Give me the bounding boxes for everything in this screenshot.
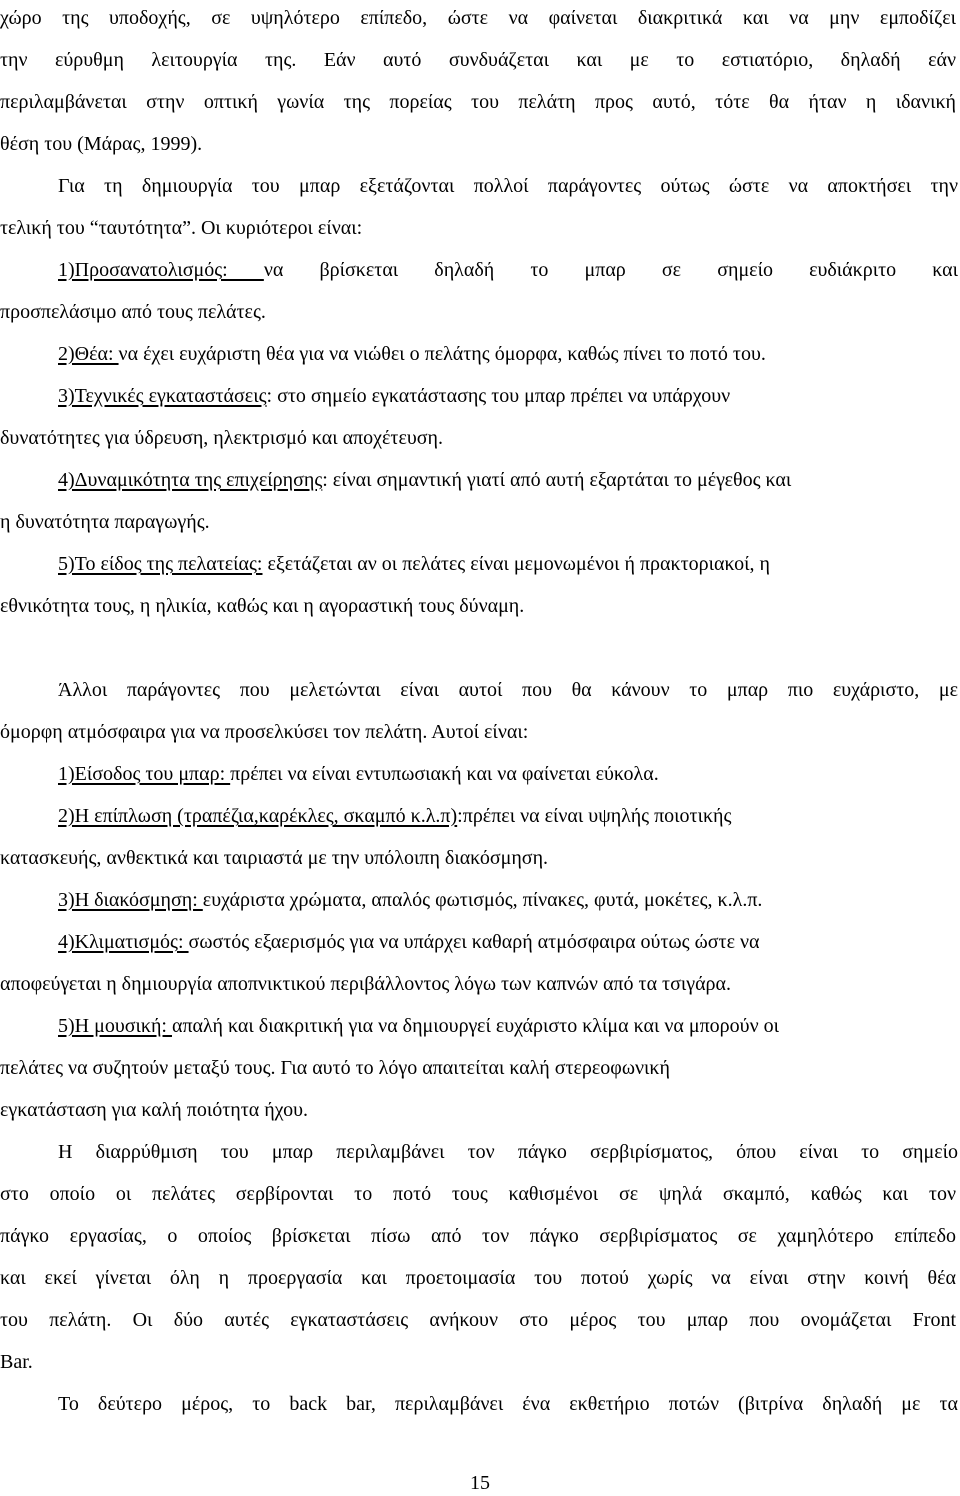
- text-line: Για τη δημιουργία του μπαρ εξετάζονται πολλοί παράγοντες ούτως ώστε να αποκτήσει την: [58, 175, 958, 197]
- factor-title: 2)Η επίπλωση (τραπέζια,καρέκλες, σκαμπό κ.λ.π): [58, 805, 458, 827]
- factor-item: [58, 761, 960, 787]
- factor-item: [58, 383, 960, 409]
- factor-text: ευχάριστα χρώματα, απαλός φωτισμός, πίνακες, φυτά, μοκέτες, κ.λ.π.: [202, 889, 763, 911]
- factor-text: εξετάζεται αν οι πελάτες είναι μεμονωμένοι ή πρακτοριακοί, η: [262, 553, 770, 575]
- factor-title: 3)Η διακόσμηση:: [58, 889, 203, 911]
- factor-item: [58, 929, 960, 955]
- factor-text: : είναι σημαντική γιατί από αυτή εξαρτάται το μέγεθος και: [322, 469, 792, 491]
- factor-text: απαλή και διακριτική για να δημιουργεί ευχάριστο κλίμα και να μπορούν οι: [171, 1015, 779, 1037]
- factor-item: [58, 1013, 960, 1039]
- text-line: στο οποίο οι πελάτες σερβίρονται το ποτό τους καθισμένοι σε ψηλά σκαμπό, καθώς και τον: [0, 1183, 956, 1205]
- factor-title: 3)Τεχνικές εγκαταστάσεις: [58, 385, 267, 407]
- text-line: περιλαμβάνεται στην οπτική γωνία της πορείας του πελάτη προς αυτό, τότε θα ήταν η ιδανική: [0, 91, 956, 113]
- page-number: 15: [470, 1472, 490, 1494]
- text-line: του πελάτη. Οι δύο αυτές εγκαταστάσεις ανήκουν στο μέρος του μπαρ που ονομάζεται Front: [0, 1309, 956, 1331]
- text-line: τελική του “ταυτότητα”. Οι κυριότεροι είναι:: [0, 217, 363, 239]
- text-line: και εκεί γίνεται όλη η προεργασία και προετοιμασία του ποτού χωρίς να είναι στην κοινή θέα: [0, 1267, 956, 1289]
- text-line: Η διαρρύθμιση του μπαρ περιλαμβάνει τον πάγκο σερβιρίσματος, όπου είναι το σημείο: [58, 1141, 958, 1163]
- text-line: Το δεύτερο μέρος, το back bar, περιλαμβάνει ένα εκθετήριο ποτών (βιτρίνα δηλαδή με τα: [58, 1393, 958, 1415]
- factor-text: να έχει ευχάριστη θέα για να νιώθει ο πελάτης όμορφα, καθώς πίνει το ποτό του.: [118, 343, 766, 365]
- text-line: όμορφη ατμόσφαιρα για να προσελκύσει τον πελάτη. Αυτοί είναι:: [0, 721, 529, 743]
- factor-title: 4)Κλιματισμός:: [58, 931, 189, 953]
- factor-title: 1)Προσανατολισμός:: [58, 259, 264, 281]
- factor-item: [58, 467, 960, 493]
- text-line: αποφεύγεται η δημιουργία αποπνικτικού περιβάλλοντος λόγω των καπνών από τα τσιγάρα.: [0, 973, 732, 995]
- text-line: προσπελάσιμο από τους πελάτες.: [0, 301, 266, 323]
- factor-title: 4)Δυναμικότητα της επιχείρησης: [58, 469, 323, 491]
- text-line: κατασκευής, ανθεκτικά και ταιριαστά με την υπόλοιπη διακόσμηση.: [0, 847, 549, 869]
- factor-title: 2)Θέα:: [58, 343, 119, 365]
- factor-text: σωστός εξαερισμός για να υπάρχει καθαρή ατμόσφαιρα ούτως ώστε να: [188, 931, 760, 953]
- factor-text: πρέπει να είναι εντυπωσιακή και να φαίνεται εύκολα.: [230, 763, 659, 785]
- factor-item: [58, 803, 960, 829]
- factor-title: 5)Η μουσική:: [58, 1015, 172, 1037]
- factor-title: 5)Το είδος της πελατείας:: [58, 553, 263, 575]
- text-line: η δυνατότητα παραγωγής.: [0, 511, 210, 533]
- factor-item: [58, 341, 960, 367]
- factor-text: να βρίσκεται δηλαδή το μπαρ σε σημείο ευδιάκριτο και: [263, 259, 959, 281]
- factor-item: [58, 887, 960, 913]
- text-line: χώρο της υποδοχής, σε υψηλότερο επίπεδο, ώστε να φαίνεται διακριτικά και να μην εμποδίζει: [0, 7, 956, 29]
- text-line: πελάτες να συζητούν μεταξύ τους. Για αυτό το λόγο απαιτείται καλή στερεοφωνική: [0, 1057, 670, 1079]
- text-line: Bar.: [0, 1351, 33, 1373]
- text-line: πάγκο εργασίας, ο οποίος βρίσκεται πίσω από τον πάγκο σερβιρίσματος σε χαμηλότερο επίπεδο: [0, 1225, 956, 1247]
- factor-title: 1)Είσοδος του μπαρ:: [58, 763, 231, 785]
- text-line: εγκατάσταση για καλή ποιότητα ήχου.: [0, 1099, 309, 1121]
- factor-text: : στο σημείο εγκατάστασης του μπαρ πρέπει να υπάρχουν: [266, 385, 731, 407]
- factor-item: [58, 257, 958, 283]
- text-line: δυνατότητες για ύδρευση, ηλεκτρισμό και αποχέτευση.: [0, 427, 444, 449]
- text-line: θέση του (Μάρας, 1999).: [0, 133, 203, 155]
- text-line: την εύρυθμη λειτουργία της. Εάν αυτό συνδυάζεται και με το εστιατόριο, δηλαδή εάν: [0, 49, 956, 71]
- text-line: εθνικότητα τους, η ηλικία, καθώς και η αγοραστική τους δύναμη.: [0, 595, 525, 617]
- factor-item: [58, 551, 960, 577]
- text-line: Άλλοι παράγοντες που μελετώνται είναι αυτοί που θα κάνουν το μπαρ πιο ευχάριστο, με: [58, 679, 958, 701]
- factor-text: :πρέπει να είναι υψηλής ποιοτικής: [457, 805, 732, 827]
